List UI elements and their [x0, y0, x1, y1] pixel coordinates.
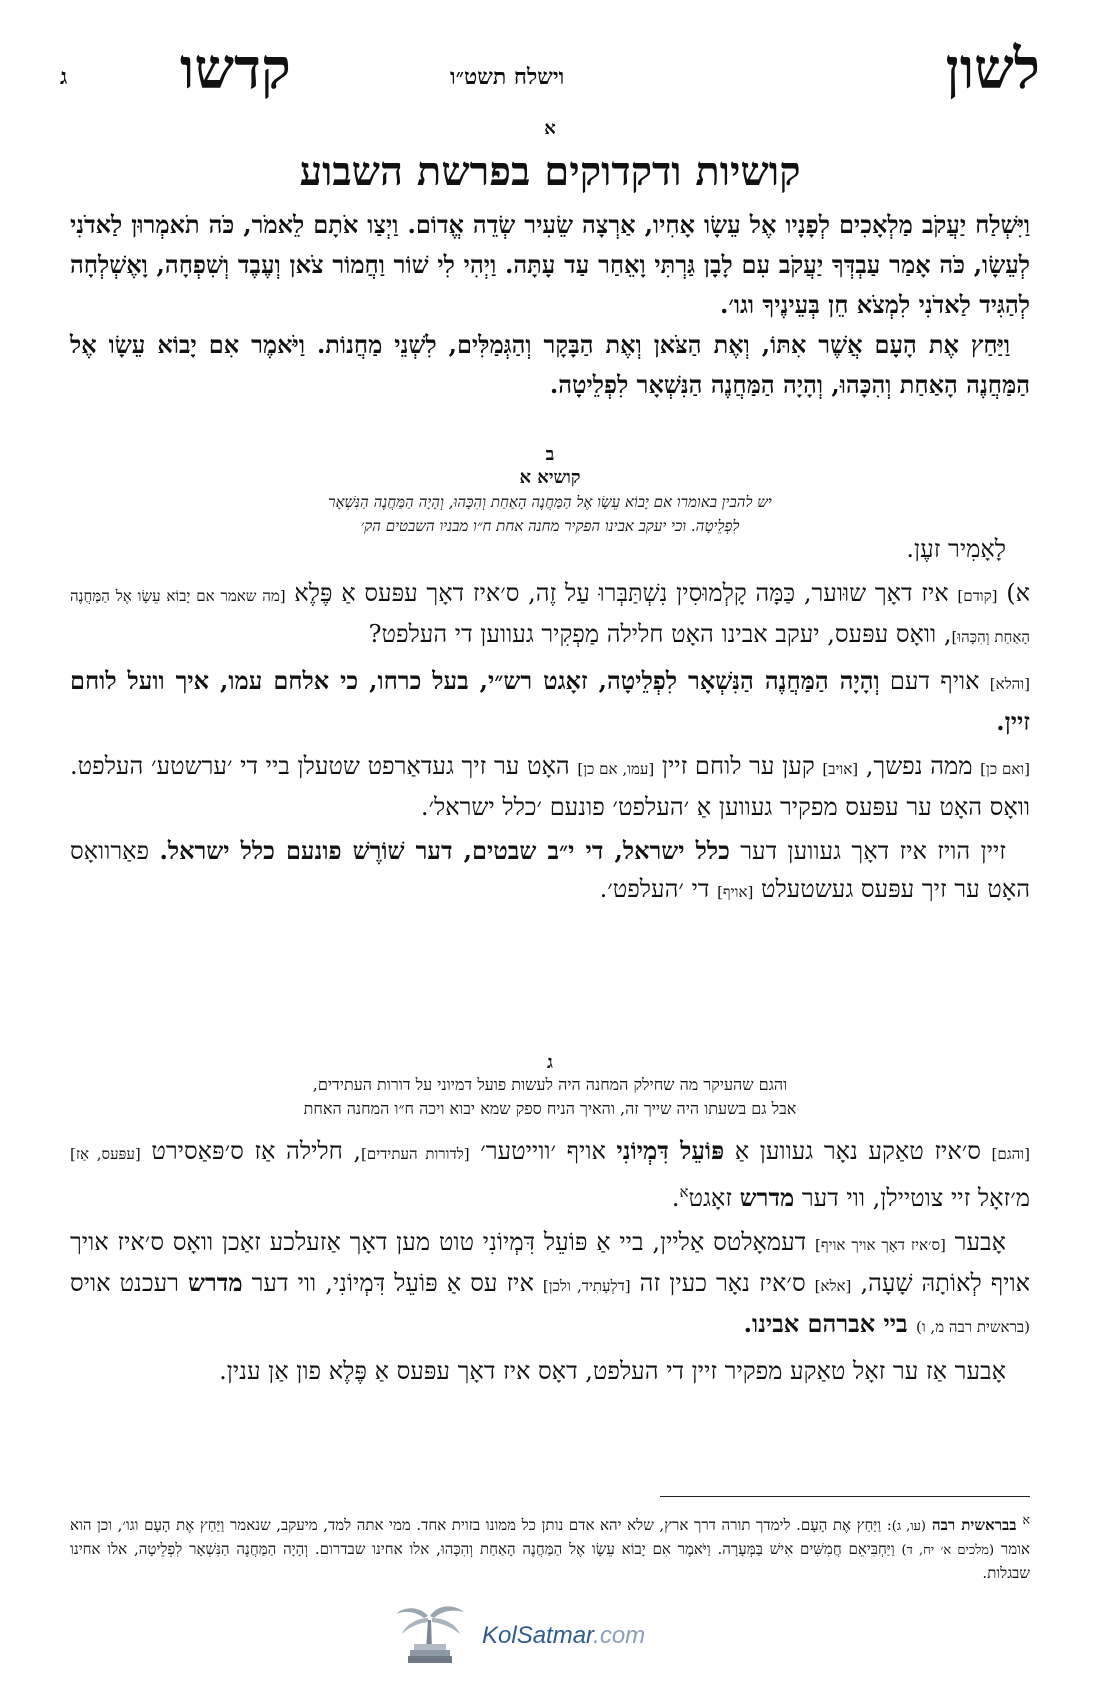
source-ref: (עו, ג)	[891, 1519, 926, 1534]
para-text: רעכנט אויס	[70, 1269, 188, 1297]
bracket-note: [עפּעס, אַז]	[70, 1145, 141, 1163]
bracket-note: [לדורות העתידים]	[361, 1145, 470, 1163]
para-text: איז דאָך שוּוער, כַּמָּה קָלְמוּסִין נִשְׁתַּבְּרוּ עַל זֶה, ס׳איז דאָך עפּעס אַ פֶּלֶא	[285, 579, 958, 607]
para-text: , וואָס עפּעס, יעקב אבינו האָט חלילה מַפְקִיר געווען די העלפט?	[368, 620, 952, 648]
section-letter-b: ב	[545, 444, 555, 465]
para-text: ממה נפשך,	[858, 752, 981, 780]
paragraph	[70, 1132, 1030, 1217]
bracket-note: [ס׳איז דאָך אויך אויף]	[815, 1236, 946, 1254]
bracket-note: [עמו, אם כן]	[577, 760, 655, 778]
palm-tree-books-icon	[390, 1598, 470, 1672]
section-letter-c: ג	[547, 1052, 553, 1073]
para-text: איז עס אַ פּוֹעֵל דִּמְיוֹנִי, ווי דער	[242, 1269, 543, 1297]
bracket-note: [אויב]	[822, 760, 859, 778]
footnote-body: : וַיַּחַץ אֶת הָעָם. לימדך תורה דרך ארץ, שלא יהא אדם נותן כל ממונו בזוית אחד. ממי אתה למד, מיעקב, שנאמר וַיַּחַץ אֶת הָעָם וגו׳, וכן הוא אומר	[70, 1516, 1030, 1558]
para-text: אויף ׳ווייטער׳	[469, 1137, 617, 1165]
footnote-lead: בבראשית רבה	[925, 1516, 1023, 1534]
kushya-line: יש להבין באומרו אם יָבוֹא עֵשָׂו אֶל הַמַּחֲנֶה הָאַחַת וְהִכָּהוּ, וְהָיָה הַמַּחֲנֶה הַנִּשְׁאָר	[328, 493, 772, 511]
paragraph: אָבער אַז ער זאָל טאַקע מפקיר זיין די העלפט, דאָס איז דאָך עפּעס אַ פֶּלֶא פון אַן ענין.	[219, 1357, 1006, 1385]
para-text: מ׳זאָל זיי צוטיילן, ווי דער	[794, 1184, 1030, 1212]
para-text: קען ער לוחם זיין	[654, 752, 823, 780]
footnote-ref[interactable]: א	[679, 1183, 689, 1201]
para-text: האָט ער זיך געדאַרפט שטעלן ביי די ׳ערשטע׳ העלפט. וואָס האָט ער עפּעס מפקיר געווען אַ ׳העלפט׳ פונעם ׳כלל ישראל׳.	[70, 752, 1030, 821]
section-c-body	[70, 1132, 1030, 1396]
para-text: דעמאָלטס אַליין, ביי אַ פּוֹעֵל דִּמְיוֹנִי טוט מען דאָך אַזעלכע זאַכן וואָס ס׳איז אויך אויף לְאוֹתָהּ שָׁעָה,	[70, 1228, 1031, 1297]
main-title: קושיות ודקדוקים בפרשת השבוע	[299, 148, 801, 195]
para-text: זאָגט	[688, 1184, 740, 1212]
header-title-right: לשון	[945, 36, 1040, 102]
para-text: , חלילה אַז ס׳פּאַסירט	[140, 1137, 362, 1165]
source-ref: (בראשית רבה מ, ו)	[915, 1318, 1030, 1336]
section-b-heading	[70, 444, 1030, 538]
bracket-note: [והלא]	[989, 675, 1030, 693]
footnote-body: וַיַּחְבִּיאֵם חֲמִשִּׁים אִישׁ בַּמְּעָרָה. וַיֹּאמֶר אִם יָבוֹא עֵשָׂו אֶל הַמַּחֲנֶה הָאַחַת וְהִכָּהוּ, אלו אחינו שבדרום. וְהָיָה הַמַּחֲנֶה הַנִּשְׁאָר לִפְלֵיטָה, אלו אחינו שבגלות.	[70, 1540, 1030, 1582]
bold-text: ביי אברהם אבינו.	[743, 1309, 916, 1338]
bracket-note: [אלא]	[814, 1277, 852, 1295]
section-letter-a: א	[544, 118, 556, 139]
intro-line: לָאָמִיר זעֶן.	[906, 535, 1006, 563]
bold-text: מדרש	[739, 1183, 795, 1212]
brand-name	[482, 1622, 645, 1650]
para-text: זיין הויז איז דאָך געווען דער	[729, 837, 1006, 865]
paragraph	[70, 662, 1030, 741]
kushya-line: לִפְלֵיטָה. וכי יעקב אבינו הפקיר מחנה אחת ח״ו מבניו השבטים הק׳	[360, 517, 740, 535]
para-text: אָבער	[945, 1228, 1007, 1256]
page-header	[60, 36, 1040, 106]
para-text: ס׳איז נאָר כעין זה	[630, 1269, 815, 1297]
watermark-logo	[390, 1598, 710, 1668]
bracket-note: [והגם]	[991, 1145, 1030, 1163]
para-text: אויף דעם	[879, 667, 990, 695]
footnote-text	[70, 1508, 1030, 1585]
heading-line: אבל גם בשעתו היה שייך זה, והאיך הניח ספק שמא יבוא ויכה ח״ו המחנה האחת	[303, 1099, 797, 1118]
bracket-note: [אויף]	[717, 883, 754, 901]
page-number: ג	[60, 64, 68, 90]
bold-text: פּוֹעֵל דִּמְיוֹנִי	[616, 1136, 725, 1165]
bracket-note: [קודם]	[957, 587, 998, 605]
verse-paragraph: וַיִּשְׁלַח יַעֲקֹב מַלְאָכִים לְפָנָיו אֶל עֵשָׂו אָחִיו, אַרְצָה שֵׂעִיר שְׂדֵה אֱדוֹם. וַיְצַו אֹתָם לֵאמֹר, כֹּה תֹאמְרוּן לַאדֹנִי לְעֵשָׂו, כֹּה אָמַר עַבְדְּךָ יַעֲקֹב עִם לָבָן גַּרְתִּי וָאֵחַר עַד עָתָּה. וַיְהִי לִי שׁוֹר וַחֲמוֹר צֹאן וְעֶבֶד וְשִׁפְחָה, וָאֶשְׁלְחָה לְהַגִּיד לַאדֹנִי לִמְצֹא חֵן בְּעֵינֶיךָ וגו׳.	[70, 210, 1030, 319]
paragraph	[70, 574, 1030, 656]
torah-verse	[70, 205, 1030, 405]
para-text: פאַרוואָס האָט ער זיך עפּעס געשטעלט	[70, 837, 1030, 903]
verse-paragraph: וַיַּחַץ אֶת הָעָם אֲשֶׁר אִתּוֹ, וְאֶת הַצֹּאן וְאֶת הַבָּקָר וְהַגְּמַלִּים, לִשְׁנֵי מַחֲנוֹת. וַיֹּאמֶר אִם יָבוֹא עֵשָׂו אֶל הַמַּחֲנֶה הָאַחַת וְהִכָּהוּ, וְהָיָה הַמַּחֲנֶה הַנִּשְׁאָר לִפְלֵיטָה.	[70, 330, 1030, 399]
footnote-marker: א	[1022, 1512, 1030, 1527]
header-parsha: וישלח תשט״ו	[450, 64, 565, 90]
heading-line: והגם שהעיקר מה שחילק המחנה היה לעשות פועל דמיוני על דורות העתידים,	[312, 1075, 788, 1094]
bold-text: מדרש	[188, 1268, 243, 1297]
para-text: ס׳איז טאַקע נאָר געווען אַ	[724, 1137, 992, 1165]
bracket-note: [מה שאמר אם יָבוֹא עֵשָׂו אֶל הַמַּחֲנֶה הָאַחַת וְהִכָּהוּ]	[70, 587, 1030, 646]
paragraph	[70, 832, 1030, 911]
kushya-title: קושיא א	[519, 467, 581, 488]
source-ref: (מלכים א׳ יח, ד)	[901, 1543, 995, 1558]
bracket-note: [ואם כן]	[980, 760, 1031, 778]
section-c-heading	[70, 1052, 1030, 1121]
brand-text: KolSatmar	[482, 1622, 594, 1649]
footnote-divider	[660, 1496, 1030, 1497]
bracket-note: [דלְעָתִיד, ולכן]	[542, 1277, 631, 1295]
bold-text: וְהָיָה הַמַּחֲנֶה הַנִּשְׁאָר לִפְלֵיטָה, זאָגט רש״י, בעל כרחו, כי אלחם עמו, איך וועל לוחם זיין.	[70, 666, 1030, 736]
paragraph	[70, 1223, 1030, 1346]
para-lead: א)	[997, 579, 1031, 607]
bold-text: כלל ישראל, די י״ב שבטים, דער שׁוֹרֶשׁ פונעם כלל ישראל.	[159, 836, 730, 865]
header-title-left: קדשו	[180, 36, 291, 102]
footnote	[70, 1508, 1030, 1585]
brand-domain: .com	[593, 1622, 646, 1649]
para-text: די ׳העלפט׳.	[599, 875, 718, 903]
section-b-body	[70, 530, 1030, 917]
para-text: .	[671, 1184, 680, 1212]
paragraph	[70, 747, 1030, 826]
